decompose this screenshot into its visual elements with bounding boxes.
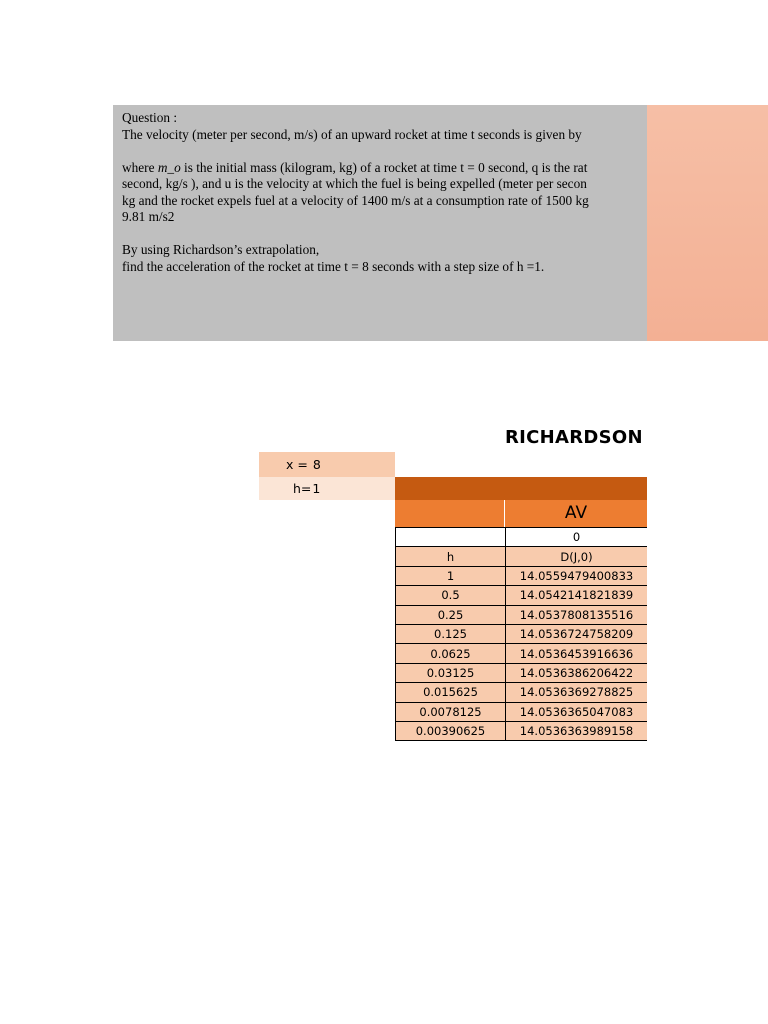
h-param-cell[interactable] [259, 477, 395, 500]
side-panel [647, 105, 768, 341]
table-cell[interactable]: 0 [506, 528, 648, 547]
x-param-value: 8 [312, 457, 321, 472]
question-line-4: kg and the rocket expels fuel at a velocity of 1400 m/s at a consumption rate of 1500 kg [122, 192, 589, 208]
title-container [505, 424, 647, 452]
table-cell[interactable]: 0.5 [396, 586, 506, 605]
table-cell[interactable]: 0.125 [396, 624, 506, 643]
table-cell[interactable]: 0.25 [396, 605, 506, 624]
table-row [396, 683, 648, 702]
x-param-label: x = [286, 457, 308, 472]
table-row [396, 605, 648, 624]
page-title: RICHARDSON [505, 427, 643, 448]
table-row [396, 644, 648, 663]
richardson-table [395, 527, 647, 741]
table-cell[interactable]: 14.0536453916636 [506, 644, 648, 663]
av-header-row [395, 500, 647, 527]
table-cell[interactable]: 1 [396, 566, 506, 585]
question-line-3: second, kg/s ), and u is the velocity at which the fuel is being expelled (meter per secon [122, 176, 587, 191]
table-cell[interactable]: 14.0536369278825 [506, 683, 648, 702]
table-row [396, 566, 648, 585]
table-cell[interactable]: 0.015625 [396, 683, 506, 702]
table-cell[interactable]: 14.0536365047083 [506, 702, 648, 721]
question-line-6: By using Richardson’s extrapolation, [122, 242, 320, 257]
table-cell[interactable]: 14.0542141821839 [506, 586, 648, 605]
column-header-d[interactable]: D(J,0) [506, 547, 648, 566]
table-cell[interactable] [396, 528, 506, 547]
header-row [396, 547, 648, 566]
table-cell[interactable]: 0.03125 [396, 663, 506, 682]
question-box [113, 105, 647, 341]
table-row [396, 624, 648, 643]
mass-variable: m_o [157, 159, 181, 175]
table-cell[interactable]: 14.0536724758209 [506, 624, 648, 643]
table-cell[interactable]: 14.0559479400833 [506, 566, 648, 585]
table-cell[interactable]: 14.0536363989158 [506, 721, 648, 740]
question-label: Question : [122, 110, 178, 125]
table-row [396, 663, 648, 682]
h-param-label: h= [293, 481, 312, 496]
x-param-cell[interactable] [259, 452, 395, 477]
question-line-1: The velocity (meter per second, m/s) of an upward rocket at time t seconds is given by [122, 126, 582, 142]
table-row [396, 721, 648, 740]
table-cell[interactable]: 0.0625 [396, 644, 506, 663]
table-cell[interactable]: 0.00390625 [396, 721, 506, 740]
column-header-h[interactable]: h [396, 547, 506, 566]
table-cell[interactable]: 14.0537808135516 [506, 605, 648, 624]
index-row [396, 528, 648, 547]
table-cell[interactable]: 14.0536386206422 [506, 663, 648, 682]
table-header-band [395, 477, 647, 500]
question-text [122, 110, 647, 275]
table-cell[interactable]: 0.0078125 [396, 702, 506, 721]
question-line-2: where m_o is the initial mass (kilogram, kg) of a rocket at time t = 0 second, q is the rat [122, 159, 588, 175]
table-row [396, 702, 648, 721]
av-label[interactable]: AV [564, 503, 588, 523]
question-line-7: find the acceleration of the rocket at time t = 8 seconds with a step size of h =1. [122, 258, 545, 274]
av-blank-cell[interactable] [395, 500, 505, 527]
h-param-value: 1 [312, 481, 321, 496]
table-row [396, 586, 648, 605]
question-line-5: 9.81 m/s2 [122, 209, 175, 224]
